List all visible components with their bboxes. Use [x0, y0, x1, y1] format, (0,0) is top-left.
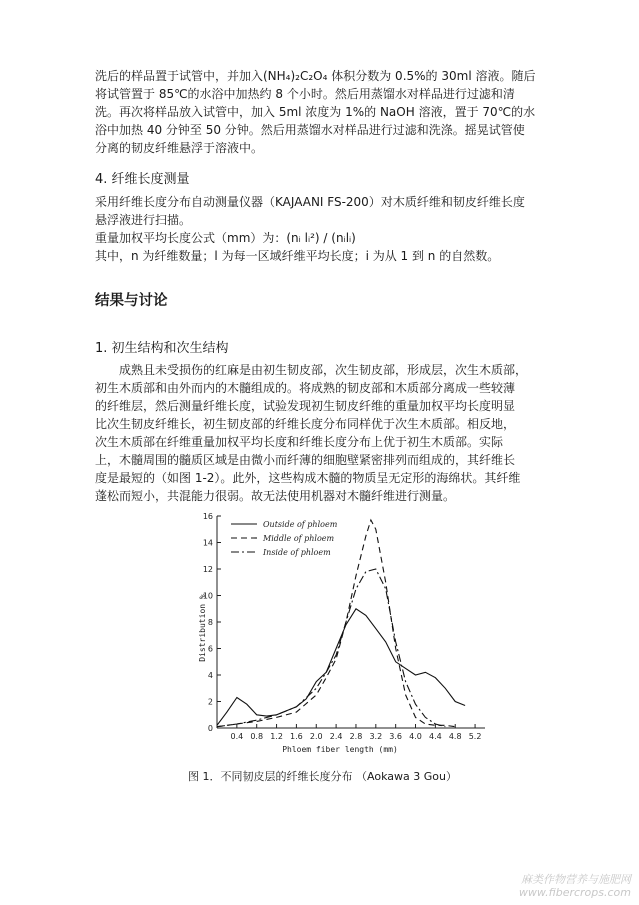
site-watermark — [519, 873, 631, 899]
x-tick-label: 5.2 — [468, 732, 482, 741]
x-tick-label: 2.4 — [329, 732, 343, 741]
section-heading-fiber-length: 4. 纤维长度测量 — [95, 172, 190, 187]
x-axis-label: Phloem fiber length (mm) — [282, 745, 398, 754]
x-tick-label: 2.0 — [309, 732, 323, 741]
formula-line: 重量加权平均长度公式（mm）为：(nᵢ lᵢ²) / (nᵢlᵢ) — [95, 231, 356, 245]
y-tick-label: 2 — [207, 697, 213, 707]
x-tick-label: 4.4 — [429, 732, 442, 741]
text-line: 洗。再次将样品放入试管中，加入 5ml 浓度为 1%的 NaOH 溶液，置于 70℃的水 — [95, 105, 536, 119]
text-line: 分离的韧皮纤维悬浮于溶液中。 — [95, 141, 264, 155]
text-line: 其中，n 为纤维数量；l 为每一区域纤维平均长度；i 为从 1 到 n 的自然数。 — [95, 249, 500, 263]
y-tick-label: 10 — [202, 591, 213, 601]
text-line: 洗后的样品置于试管中，并加入(NH₄)₂C₂O₄ 体积分数为 0.5%的 30ml 溶液。随后 — [95, 69, 536, 83]
y-tick-label: 16 — [202, 512, 213, 521]
series-line-middle-of-phloem — [217, 520, 455, 727]
y-tick-label: 4 — [207, 671, 213, 680]
y-tick-label: 6 — [207, 644, 213, 654]
text-line: 浴中加热 40 分钟至 50 分钟。然后用蒸馏水对样品进行过滤和洗涤。摇晃试管使 — [95, 123, 525, 137]
watermark-line: 麻类作物营养与施肥网 — [521, 873, 631, 886]
legend-label: Inside of phloem — [263, 548, 331, 557]
text-line: 上，木髓周围的髓质区域是由微小而纤薄的细胞壁紧密排列而组成的，其纤维长 — [95, 453, 516, 467]
results-heading: 结果与讨论 — [95, 293, 168, 309]
text-line: 度是最短的（如图 1-2）。此外，这些构成木髓的物质呈无定形的海绵状。其纤维 — [95, 471, 521, 485]
figure-caption: 图 1．不同韧皮层的纤维长度分布 （Aokawa 3 Gou） — [188, 770, 457, 783]
chart-svg — [195, 508, 495, 762]
x-tick-label: 1.2 — [270, 732, 283, 741]
text-line: 悬浮液进行扫描。 — [95, 213, 192, 227]
subsection1-paragraph — [95, 361, 550, 505]
chart-axes — [203, 512, 485, 741]
text-line: 比次生韧皮纤维长，初生韧皮部的纤维长度分布同样优于次生木质部。相反地， — [95, 417, 516, 431]
chart-series — [217, 520, 465, 727]
y-tick-label: 8 — [207, 618, 213, 627]
text-line: 初生木质部和由外而内的木髓组成的。将成熟的韧皮部和木质部分离成一些较薄 — [95, 381, 516, 395]
x-tick-label: 0.8 — [250, 732, 264, 741]
x-tick-label: 3.6 — [389, 732, 403, 741]
x-tick-label: 0.4 — [230, 732, 244, 741]
text-line: 采用纤维长度分布自动测量仪器（KAJAANI FS-200）对木质纤维和韧皮纤维长度 — [95, 195, 525, 209]
text-line: 次生木质部在纤维重量加权平均长度和纤维长度分布上优于初生木质部。实际 — [95, 435, 504, 449]
series-line-outside-of-phloem — [217, 609, 465, 726]
x-tick-label: 3.2 — [369, 732, 383, 741]
fiber-length-chart — [195, 508, 495, 762]
text-line: 成熟且未受损伤的红麻是由初生韧皮部，次生韧皮部，形成层，次生木质部， — [95, 363, 528, 377]
section4-paragraph — [95, 193, 550, 265]
x-tick-label: 1.6 — [290, 732, 303, 741]
series-line-inside-of-phloem — [217, 569, 445, 727]
y-tick-label: 12 — [202, 565, 213, 574]
intro-paragraph — [95, 67, 550, 157]
watermark-line: www.fibercrops.com — [518, 886, 631, 899]
chart-legend — [231, 520, 338, 557]
y-axis-label: Distribution % — [198, 594, 207, 662]
text-line: 的纤维层，然后测量纤维长度，试验发现初生韧皮纤维的重量加权平均长度明显 — [95, 399, 516, 413]
subsection-heading-structure: 1. 初生结构和次生结构 — [95, 341, 229, 356]
x-tick-label: 2.8 — [349, 732, 363, 741]
legend-label: Middle of phloem — [263, 534, 335, 543]
x-tick-label: 4.8 — [448, 732, 462, 741]
text-line: 将试管置于 85℃的水浴中加热约 8 个小时。然后用蒸馏水对样品进行过滤和清 — [95, 87, 515, 101]
x-tick-label: 4.0 — [409, 732, 422, 741]
text-line: 蓬松而短小，共混能力很弱。故无法使用机器对木髓纤维进行测量。 — [95, 489, 456, 503]
y-tick-label: 14 — [202, 538, 213, 548]
legend-label: Outside of phloem — [263, 520, 338, 529]
y-tick-label: 0 — [207, 724, 213, 733]
